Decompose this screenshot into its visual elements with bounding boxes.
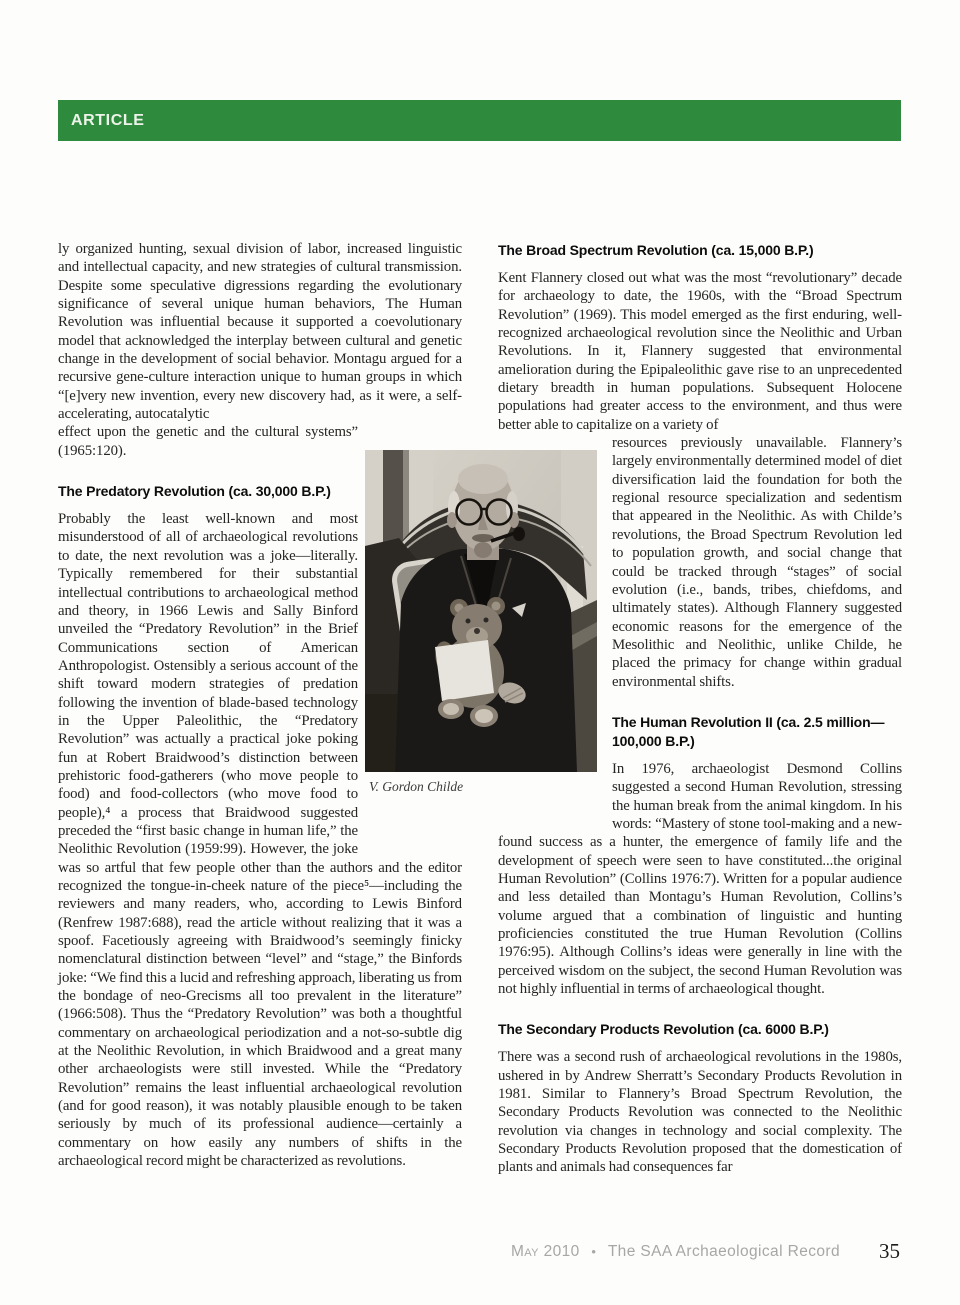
continued-paragraph: ly organized hunting, sexual division of labor, increased linguistic and intellectual capacity, and new strategies of cultural transmission. Despite some speculative digressions regarding the evolutionary significance of several unique human behaviors, The Human Revolution was influential because it supported a coevolutionary model that acknowledged the interplay between cultural and genetic change in the development of social behavior. Montagu argued for a recursive gene-culture interaction unique to human groups in which “[e]very new invention, every new discovery had, as it were, a self-accelerating, autocatalytic xyxy=(58,241,462,423)
broad-spectrum-paragraph-start: Kent Flannery closed out what was the most “revolutionary” decade for archaeology to date, the 1960s, with the “Broad Spectrum Revolution” (1969). This model emerged as the first enduring, well-recognized archaeological revolution since the Neolithic and Urban Revolutions. In it, Flannery suggested that environmental amelioration during the Epipaleolithic gave rise to an unprecedented dietary breadth in human populations. Subsequent Holocene populations had greater access to the environment, and thus were better able to capitalize on a variety of xyxy=(498,270,902,433)
section-heading-secondary-products-revolution: The Secondary Products Revolution (ca. 6000 B.P.) xyxy=(498,1021,829,1038)
childe-photo xyxy=(365,450,597,772)
section-heading-broad-spectrum-revolution: The Broad Spectrum Revolution (ca. 15,000 B.P.) xyxy=(498,242,814,258)
page-number: 35 xyxy=(879,1239,900,1263)
childe-photo-figure xyxy=(365,450,597,795)
predatory-revolution-paragraph: Probably the least well-known and most misunderstood of all of archaeological revolutions to date, the next revolution was a joke—literally. Typically remembered for their substantial intellectual contributions to archaeological method and theory, in 1966 Lewis and Sally Binford unveiled the “Predatory Revolution” in the Brief Communications section of American Anthropologist. Ostensibly a serious account of the shift toward modern strategies of predation following the invention of blade-based technology in the Upper Paleolithic, the “Predatory Revolution” was actually a practical joke poking fun at Robert Braidwood’s distinction between prehistoric food-gatherers (who move people to food) and food-collectors (who move food to people),⁴ a process that Braidwood suggested preceded the “first basic change in human life,” the Neolithic Revolution (1959:99). However, the joke was so artful that few people other than the authors and the editor recognized the tongue-in-cheek nature of the piece⁵—including the reviewers and many readers, who, according to Lewis Binford (Renfrew 1987:688), read the article without realizing that it was a spoof. Facetiously agreeing with Braidwood’s seemingly finicky nomenclatural distinction between “level” and “stage,” the Binfords joke: “We find this a lucid and refreshing approach, liberating us from the bondage of neo-Grecisms all too prevalent in the literature” (1966:508). Thus the “Predatory Revolution” was both a thoughtful commentary on archaeological periodization and a not-so-subtle dig at the Neolithic Revolution, in which Braidwood and a great many other archaeologists were still invested. While the “Predatory Revolution” remains the least influential archaeological revolution (and for good reason), it was notably plausible enough to be taken seriously by much of its professional audience—certainly a commentary on how easily any numbers of shifts in the archaeological record might be characterized as revolutions. xyxy=(58,511,462,1170)
secondary-products-paragraph: There was a second rush of archaeological revolutions in the 1980s, ushered in by Andrew Sherratt’s Secondary Products Revolution in 1981. Similar to Flannery’s Broad Spectrum Revolution, the Secondary Products Revolution was connected to the Neolithic revolution via changes in technology and social complexity. The Secondary Products Revolution proposed that the domestication of plants and animals had consequences far xyxy=(498,1049,902,1176)
footer-bullet-icon: • xyxy=(591,1244,597,1259)
article-banner-label: ARTICLE xyxy=(71,111,145,129)
footer-journal-title: The SAA Archaeological Record xyxy=(607,1243,840,1260)
broad-spectrum-paragraph-end: resources previously unavailable. Flannery’s largely environmentally determined model of diet diversification laid the foundation for both the regional resource specialization and sedentism that appeared in the Neolithic. As with Childe’s revolutions, the Broad Spectrum Revolution led to population growth, and social change that could be tracked through “stages” of social evolution (i.e., bands, tribes, chiefdoms, and ultimately states). Although Flannery suggested economic reasons for the emergence of the Mesolithic and Neolithic, unlike Childe, he placed the primacy for change within gradual environmental shifts. xyxy=(612,435,902,690)
human-revolution-2-paragraph: In 1976, archaeologist Desmond Collins suggested a second Human Revolution, stressing the human break from the animal kingdom. In his words: “Mastery of stone tool-making and a new-found success as a hunter, the emergence of family life and the development of speech were seen to have constituted...the original Human Revolution” (Collins 1976:7). Written for a popular audience and less detailed than Montagu’s Human Revolution, Collins’s volume argued that a combination of linguistic and hunting proficiencies constituted the true Human Revolution (Collins 1976:95). Although Collins’s ideas were generally in line with the perceived wisdom on the subject, the second Human Revolution was not highly influential in terms of archaeological thought. xyxy=(498,760,902,998)
footer xyxy=(420,1243,840,1261)
section-heading-predatory-revolution: The Predatory Revolution (ca. 30,000 B.P.) xyxy=(58,483,331,500)
section-heading-human-revolution-2: The Human Revolution II (ca. 2.5 million—100,000 B.P.) xyxy=(612,713,885,749)
continued-paragraph-end: effect upon the genetic and the cultural systems” (1965:120). xyxy=(58,424,358,459)
article-banner xyxy=(58,100,901,141)
photo-caption: V. Gordon Childe xyxy=(369,779,464,794)
footer-issue-date: May 2010 xyxy=(510,1243,580,1260)
